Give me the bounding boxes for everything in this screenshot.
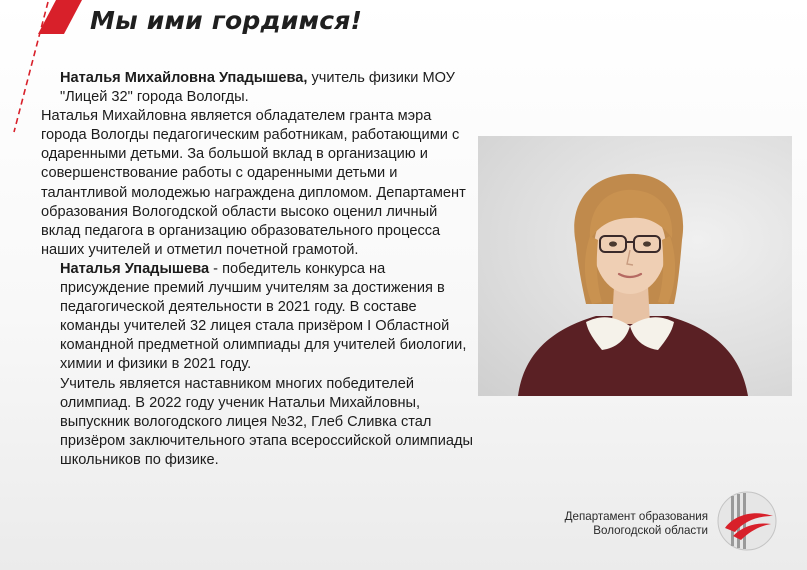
teacher-full-name: Наталья Михайловна Упадышева, [60, 70, 308, 86]
paragraph-contest [41, 260, 473, 375]
portrait-illustration [478, 136, 792, 396]
paragraph-intro [41, 69, 473, 107]
teacher-portrait-photo [478, 136, 792, 396]
teacher-short-name: Наталья Упадышева [60, 260, 210, 277]
department-name-line2: Вологодской области [593, 523, 708, 537]
department-name-line1: Департамент образования [564, 510, 708, 523]
page-title: Мы ими гордимся! [90, 6, 363, 35]
paragraph-grant: Наталья Михайловна является обладателем гранта мэра города Вологды педагогическим работникам, работающими с одаренными детьми. За большой вклад в организацию и совершенствование работы с одаренными детьми и талантливой молодежью награждена дипломом. Департамент образования Вологодской области высоко оценил личный вклад педагога в организацию образовательного процесса наших учителей и отметил почетной грамотой. [41, 108, 466, 258]
contest-text: - победитель конкурса на присуждение премий лучшим учителям за достижения в педагогической деятельности в 2021 году. В составе команды учителей 32 лицея стала призёром I Областной командной предметной олимпиады для учителей биологии, химии и физики в 2021 году. [60, 260, 467, 373]
article-text [41, 69, 473, 470]
department-logo-icon [713, 490, 779, 552]
teacher-position: учитель физики МОУ "Лицей 32" города Вологды. [60, 70, 455, 106]
department-caption [540, 510, 708, 537]
paragraph-mentor: Учитель является наставником многих победителей олимпиад. В 2022 году ученик Натальи Михайловны, выпускник вологодского лицея №32, Глеб Сливка стал призёром заключительного этапа всероссийской олимпиады школьников по физике. [60, 375, 473, 468]
